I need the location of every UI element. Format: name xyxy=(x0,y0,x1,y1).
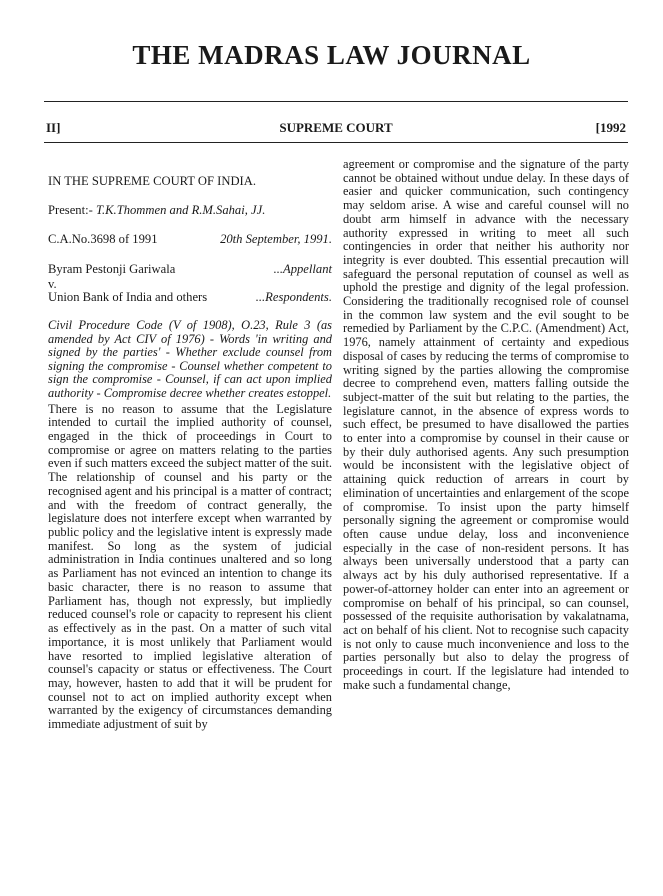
running-head xyxy=(46,120,626,138)
header-top-rule xyxy=(44,101,628,102)
left-column xyxy=(48,170,332,732)
present-line xyxy=(48,203,332,217)
case-number-row xyxy=(48,233,332,247)
appellant-role: ...Appellant xyxy=(273,262,332,276)
judgment-date: 20th September, 1991. xyxy=(220,232,332,246)
present-judges: T.K.Thommen and R.M.Sahai, JJ. xyxy=(95,203,266,217)
case-number: C.A.No.3698 of 1991 xyxy=(48,232,158,246)
journal-title: THE MADRAS LAW JOURNAL xyxy=(132,40,531,70)
volume-number: II] xyxy=(46,120,61,135)
appellant-row xyxy=(48,263,332,277)
respondent-role: ...Respondents. xyxy=(255,290,332,304)
body-text-right: agreement or compromise and the signature of the party cannot be obtained without undue delay. In these days of easier and quicker communication, such contingency may seldom arise. A wise and careful counsel will no doubt arm himself in advance with the necessary authority expressed in writing to meet all such contingencies in order that neither his authority nor integrity is ever doubted. This essential precaution will safeguard the personal reputation of counsel as well as uphold the prestige and dignity of the legal profession. Considering the traditionally recognised role of counsel in the common law system and the evil sought to be remedied by Parliament by the C.P.C. (Amendment) Act, 1976, namely attainment of certainty and expedious disposal of cases by reducing the terms of compromise to writing signed by the parties allowing the compromise decree to comprehend even, matters falling outside the subject-matter of the suit but relating to the parties, the legislature cannot, in the absence of express words to such effect, be presumed to have disallowed the parties to enter into a compromise by counsel in their cause or by their duly authorised agents. Any such presumption would be inconsistent with the legislative object of attaining quick reduction of arrears in court by elimination of uncertainties and enlargement of the scope of compromise. To insist upon the party himself personally signing the agreement or compromise would often cause undue delay, loss and inconvenience especially in the case of non-resident persons. It has always been universally understood that a party can always act by his duly authorised representative. If a power-of-attorney holder can enter into an agreement or compromise on behalf of his principal, so can counsel, possessed of the requisite authorisation by vakalatnama, act on behalf of his client. Not to recognise such capacity is not only to cause much inconvenience and loss to the parties personally but also to delay the progress of proceedings in court. If the legislature had intended to make such a fundamental change, xyxy=(343,157,629,692)
appellant-name: Byram Pestonji Gariwala xyxy=(48,262,176,276)
respondent-row xyxy=(48,291,332,305)
present-label: Present:- xyxy=(48,203,93,217)
year: [1992 xyxy=(595,120,626,135)
header-bottom-rule xyxy=(44,142,628,143)
versus: v. xyxy=(48,277,57,291)
body-text-left: There is no reason to assume that the Legislature intended to curtail the implied authority of counsel, engaged in the thick of proceedings in Court to compromise or agree on matters relating to the parties even if such matters exceed the subject matter of the suit. The relationship of counsel and his party or the recognised agent and his principal is a matter of contract; and with the freedom of contract generally, the legislature does not interfere except when warranted by public policy and the legislative intent is expressly made manifest. So long as the system of judicial administration in India continues unaltered and so long as Parliament has not evinced an intention to change its basic character, there is no reason to assume that Parliament has, though not expressly, but impliedly reduced counsel's role or capacity to represent his client as effectively as in the past. On a matter of such vital importance, it is most unlikely that Parliament would have resorted to implied legislative alteration of counsel's capacity or status or effectiveness. The Court may, however, hasten to add that it will be prudent for counsel not to act on implied authority except when warranted by the exigency of circumstances demanding immediate adjustment of suit by xyxy=(48,401,332,732)
right-column xyxy=(343,158,629,692)
respondent-name: Union Bank of India and others xyxy=(48,290,208,304)
court-name: SUPREME COURT xyxy=(279,120,393,135)
headnote: Civil Procedure Code (V of 1908), O.23, Rule 3 (as amended by Act CIV of 1976) - Words 'in writing and signed by the parties' - Whether exclude counsel from signing the compromise - Counsel whether competent to sign the compromise - Counsel, if can act upon implied authority - Compromise decree whether creates estoppel. xyxy=(48,318,332,400)
court-title: IN THE SUPREME COURT OF INDIA. xyxy=(48,174,256,188)
